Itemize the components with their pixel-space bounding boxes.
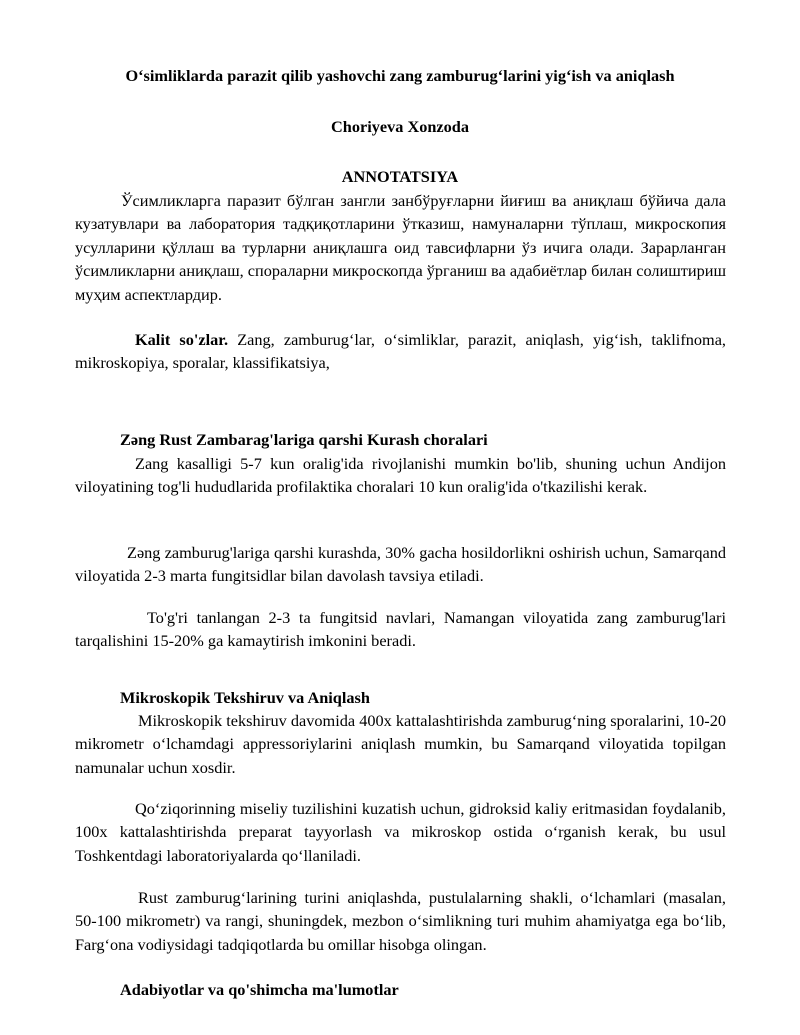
control-paragraph-3: To'g'ri tanlangan 2-3 ta fungitsid navlari, Namangan viloyatida zang zamburug'lari tarqalishini 15-20% ga kamaytirish imkonini beradi. <box>75 608 726 651</box>
document-title: O‘simliklarda parazit qilib yashovchi zang zamburug‘larini yig‘ish va aniqlash <box>125 66 675 85</box>
control-paragraph-1: Zang kasalligi 5-7 kun oralig'ida rivojlanishi mumkin bo'lib, shuning uchun Andijon viloyatining tog'li hududlarida profilaktika choralari 10 kun oralig'ida o'tkazilishi kerak. <box>75 454 726 497</box>
section-heading-control-measures: Zəng Rust Zambarag'lariga qarshi Kurash choralari <box>120 430 488 449</box>
author-name: Choriyeva Xonzoda <box>331 117 469 136</box>
section-heading-references: Adabiyotlar va qo'shimcha ma'lumotlar <box>120 980 399 999</box>
microscopy-paragraph-2: Qo‘ziqorinning miseliy tuzilishini kuzatish uchun, gidroksid kaliy eritmasidan foydalanib, 100x kattalashtirishda preparat tayyorlash va mikroskop ostida o‘rganish kerak, bu usul Toshkentdagi laboratoriyalarda qo‘llaniladi. <box>75 799 726 865</box>
keywords-list: Zang, zamburug‘lar, o‘simliklar, parazit, aniqlash, yig‘ish, taklifnoma, mikroskopiya, sporalar, klassifikatsiya, <box>75 330 726 373</box>
keywords-label: Kalit so'zlar. <box>135 330 229 349</box>
annotation-heading: ANNOTATSIYA <box>341 167 459 186</box>
section-heading-microscopy: Mikroskopik Tekshiruv va Aniqlash <box>120 688 370 707</box>
annotation-paragraph: Ўсимликларга паразит бўлган зангли занбўруғларни йиғиш ва аниқлаш бўйича дала кузатувлари ва лаборатория тадқиқотларини ўтказиш, намуналарни тўплаш, микроскопия усулларини қўллаш ва турларни аниқлашга оид тавсифларни ўз ичига олади. Зарарланган ўсимликларни аниқлаш, спораларни микроскопда ўрганиш ва адабиётлар билан солиштириш муҳим аспектлардир. <box>75 191 726 304</box>
microscopy-paragraph-1: Mikroskopik tekshiruv davomida 400x kattalashtirishda zamburug‘ning sporalarini, 10-20 mikrometr o‘lchamdagi appressoriylarini aniqlash mumkin, bu Samarqand viloyatida topilgan namunalar uchun xosdir. <box>75 711 726 777</box>
keywords-paragraph <box>75 328 726 375</box>
control-paragraph-2: Zəng zamburug'lariga qarshi kurashda, 30% gacha hosildorlikni oshirish uchun, Samarqand viloyatida 2-3 marta fungitsidlar bilan davolash tavsiya etiladi. <box>75 543 726 586</box>
microscopy-paragraph-3: Rust zamburug‘larining turini aniqlashda, pustulalarning shakli, o‘lchamlari (masalan, 50-100 mikrometr) va rangi, shuningdek, mezbon o‘simlikning turi muhim ahamiyatga ega bo‘lib, Farg‘ona vodiysidagi tadqiqotlarda bu omillar hisobga olingan. <box>75 888 726 954</box>
